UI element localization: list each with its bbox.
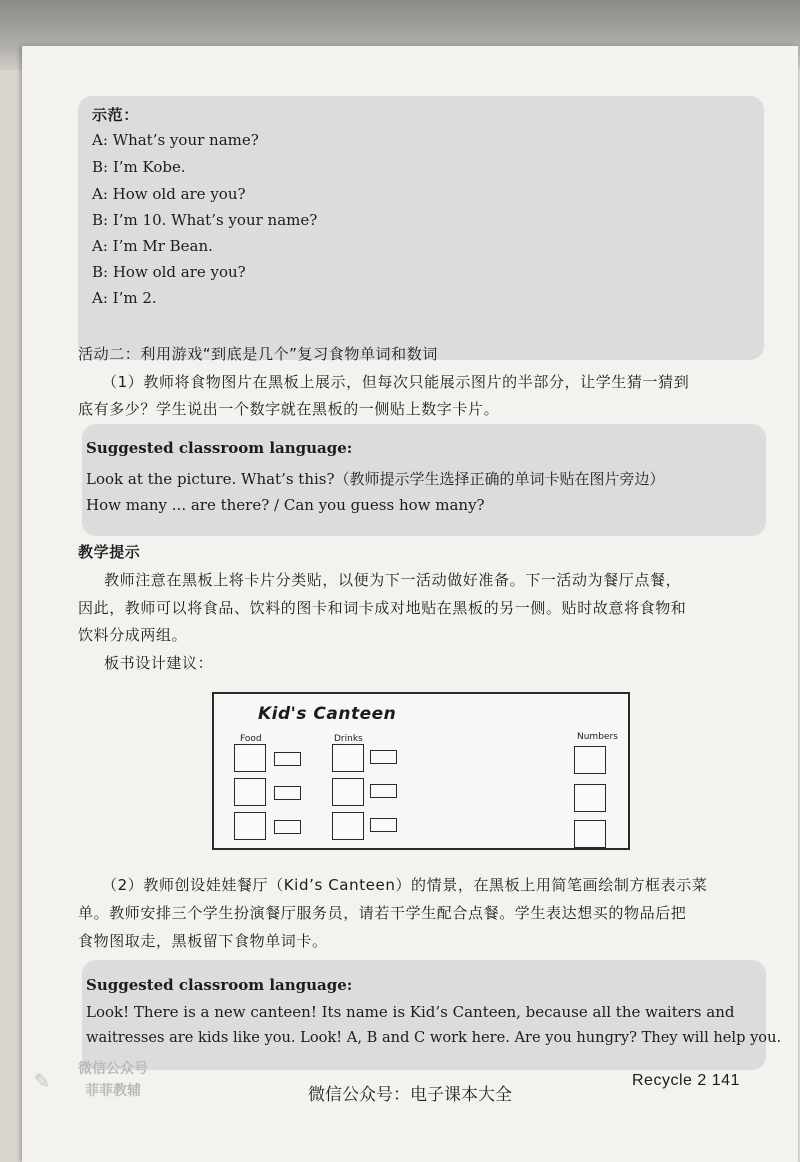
board-suggestion-label: 板书设计建议： [104,654,214,672]
column-label-drinks: Drinks [334,734,363,744]
teaching-tips-line: 教师注意在黑板上将卡片分类贴，以便为下一活动做好准备。下一活动为餐厅点餐， [104,571,682,589]
bottom-caption: 微信公众号：电子课本大全 [308,1085,512,1105]
dialogue-line: A: What’s your name? [92,131,259,149]
activity-2-step1-line: 底有多少？学生说出一个数字就在黑板的一侧贴上数字卡片。 [78,400,500,418]
drink-word-card [370,750,397,764]
dialogue-line: A: How old are you? [92,185,246,203]
language-box-line: waitresses are kids like you. Look! A, B and C work here. Are you hungry? They will help you. [86,1029,782,1046]
food-word-card [274,820,301,834]
dialogue-line: A: I’m Mr Bean. [92,237,213,255]
number-card [574,820,606,848]
watermark-line: 微信公众号 [78,1061,148,1077]
column-label-food: Food [240,734,262,744]
textbook-page [22,46,798,1162]
drink-picture-card [332,778,364,806]
dialogue-line: B: I’m Kobe. [92,158,186,176]
food-picture-card [234,778,266,806]
language-box-heading: Suggested classroom language: [86,439,353,457]
pen-icon: ✎ [33,1069,51,1093]
teaching-tips-heading: 教学提示 [78,543,141,561]
activity-2-step1-line: （1）教师将食物图片在黑板上展示，但每次只能展示图片的半部分，让学生猜一猜到 [102,373,690,391]
dialogue-line: A: I’m 2. [92,289,157,307]
step-2-line: 单。教师安排三个学生扮演餐厅服务员，请若干学生配合点餐。学生表达想买的物品后把 [78,904,687,922]
dialogue-line: B: I’m 10. What’s your name? [92,211,318,229]
language-box-line: How many ... are there? / Can you guess how many? [86,496,485,514]
page-number-label: Recycle 2 141 [632,1072,740,1089]
number-card [574,784,606,812]
dialogue-line: B: How old are you? [92,263,246,281]
language-box-line: Look! There is a new canteen! Its name is Kid’s Canteen, because all the waiters and [86,1003,735,1021]
food-picture-card [234,744,266,772]
language-box-heading: Suggested classroom language: [86,976,353,994]
language-box-line: Look at the picture. What’s this?（教师提示学生选择正确的单词卡贴在图片旁边） [86,470,665,488]
teaching-tips-line: 饮料分成两组。 [78,626,188,644]
blackboard-diagram [212,692,630,850]
food-picture-card [234,812,266,840]
demo-heading: 示范： [92,106,139,124]
watermark-line: 菲菲教辅 [85,1083,141,1099]
teaching-tips-line: 因此，教师可以将食品、饮料的图卡和词卡成对地贴在黑板的另一侧。贴时故意将食物和 [78,599,687,617]
food-word-card [274,786,301,800]
number-card [574,746,606,774]
board-title: Kid's Canteen [258,704,397,724]
drink-word-card [370,818,397,832]
activity-2-title: 活动二：利用游戏“到底是几个”复习食物单词和数词 [78,345,438,363]
drink-word-card [370,784,397,798]
step-2-line: 食物图取走，黑板留下食物单词卡。 [78,932,328,950]
drink-picture-card [332,812,364,840]
column-label-numbers: Numbers [577,732,618,742]
drink-picture-card [332,744,364,772]
step-2-line: （2）教师创设娃娃餐厅（Kid’s Canteen）的情景，在黑板上用简笔画绘制方框表示菜 [102,876,708,894]
food-word-card [274,752,301,766]
